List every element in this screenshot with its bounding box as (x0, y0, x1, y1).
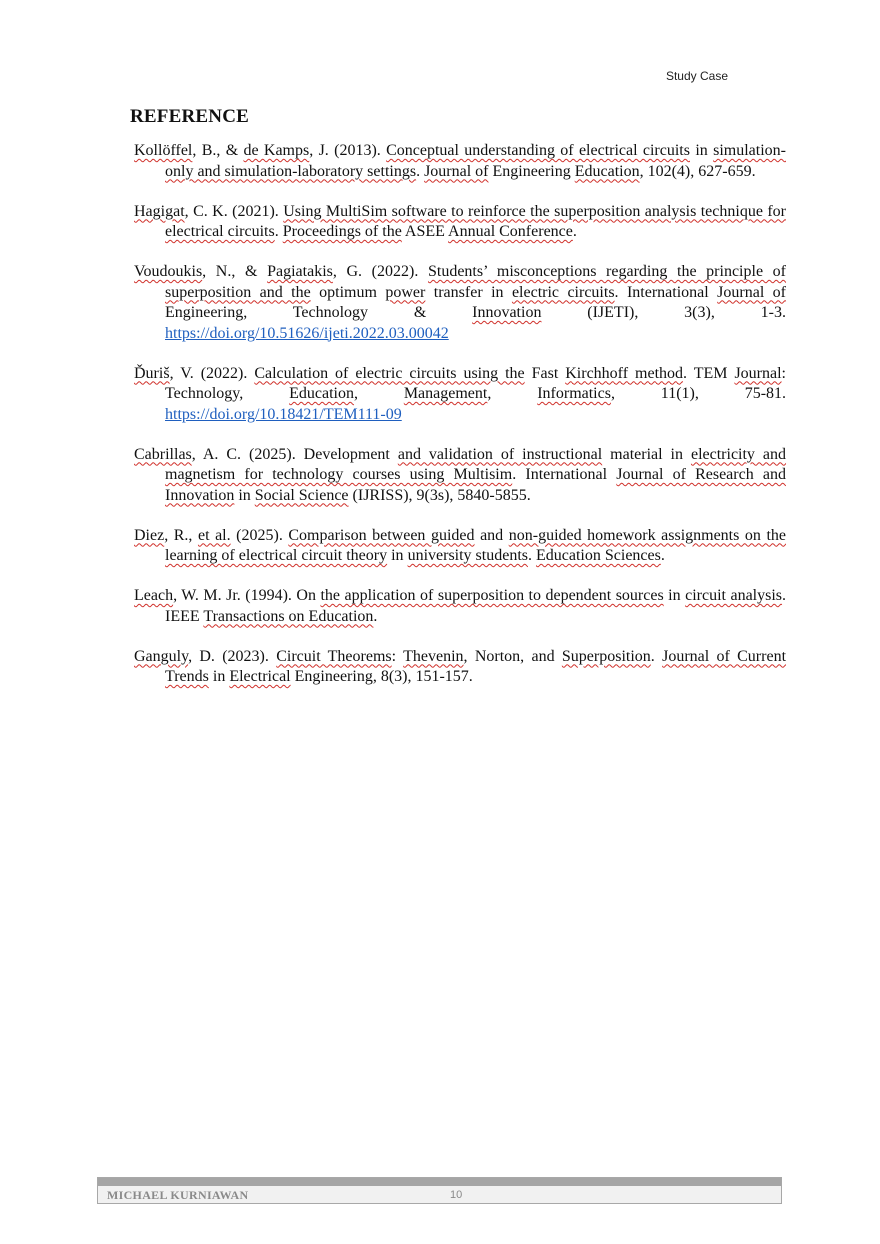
reference-text: Annual Conference (448, 223, 573, 240)
reference-text: , B., & (192, 142, 244, 159)
footer (97, 1177, 782, 1204)
reference-text: transfer in (425, 283, 512, 301)
reference-text: and (474, 526, 509, 544)
reference-text: de Kamps (243, 142, 310, 159)
reference-text: Kirchhoff method (565, 364, 684, 382)
reference-text: . (650, 647, 663, 665)
reference-text: . (572, 223, 577, 240)
reference-text: Education (289, 385, 354, 402)
reference-text: Social Science (254, 486, 349, 504)
reference-text: (2025). (230, 526, 289, 544)
reference-text: in (689, 142, 714, 159)
reference-text: Engineering (488, 162, 575, 180)
reference-text: . (416, 162, 425, 180)
reference-text: non-guided homework assignments on the learning of electrical circuit theory (165, 526, 786, 564)
footer-band (98, 1178, 781, 1186)
reference-text: Superposition (561, 647, 651, 665)
reference-entry (134, 141, 786, 182)
reference-entry (134, 526, 786, 567)
reference-text: in (234, 486, 255, 504)
reference-text: Students’ misconceptions regarding the principle of superposition and the (165, 263, 787, 301)
reference-text: , 102(4), 627-659. (639, 162, 756, 180)
reference-text: Transactions on Education (203, 607, 374, 625)
reference-text: simulation-only and simulation-laboratory settings (165, 142, 786, 180)
reference-text: Proceedings of the (282, 223, 402, 240)
reference-text: Engineering, 8(3), 151-157. (290, 668, 473, 685)
reference-text: , V. (2022). (169, 364, 255, 382)
reference-text: power (385, 283, 426, 301)
reference-text: . (660, 547, 665, 564)
reference-text: the application of superposition to dependent sources (320, 587, 664, 604)
reference-text: , 11(1), 75-81. (610, 385, 787, 402)
reference-text: Fast (524, 364, 566, 382)
reference-text: , (353, 385, 404, 402)
reference-text: Journal of (717, 283, 787, 301)
reference-text: (IJRISS), 9(3s), 5840-5855. (348, 486, 531, 504)
reference-text: Circuit Theorems (276, 647, 392, 665)
reference-text: material in (602, 445, 691, 463)
reference-text: electric circuits (511, 283, 615, 301)
reference-text: : Technology, (165, 364, 786, 402)
footer-author: MICHAEL KURNIAWAN (107, 1188, 249, 1202)
page-number: 10 (450, 1189, 463, 1201)
reference-text: Cabrillas (134, 445, 192, 463)
doi-link[interactable]: https://doi.org/10.51626/ijeti.2022.03.00042 (165, 324, 449, 342)
reference-text: Education Sciences (536, 547, 661, 564)
reference-entry (134, 445, 786, 507)
reference-text: Journal of (424, 162, 489, 180)
reference-text: Informatics (537, 385, 611, 402)
reference-text: Journal (734, 364, 782, 382)
reference-text: Diez (134, 526, 165, 544)
reference-text: , J. (2013). (309, 142, 387, 159)
reference-text: , W. M. Jr. (1994). On (173, 587, 321, 604)
reference-text: Conceptual understanding of electrical circuits (386, 142, 690, 159)
reference-text: circuit analysis (685, 587, 783, 604)
reference-text: ASEE (401, 223, 449, 240)
section-title: REFERENCE (130, 106, 249, 127)
reference-text: , A. C. (2025). Development (191, 445, 398, 463)
reference-text: Ďuriš (134, 364, 170, 382)
reference-entry (134, 647, 786, 688)
reference-text: Journal of Current Trends (165, 647, 787, 685)
reference-text: et al. (197, 526, 231, 544)
reference-text: Calculation of electric circuits using the (254, 364, 525, 382)
reference-list (134, 141, 786, 707)
reference-text: optimum (310, 283, 386, 301)
reference-entry (134, 364, 786, 426)
reference-text: in (663, 587, 686, 604)
reference-text: , G. (2022). (332, 263, 428, 280)
reference-text: Leach (134, 587, 174, 604)
reference-text: . International (512, 466, 617, 483)
reference-entry (134, 586, 786, 627)
reference-text: Hagigat (134, 202, 185, 220)
reference-text: . International (614, 283, 718, 301)
header-label: Study Case (665, 69, 728, 83)
reference-text: Pagiatakis (267, 263, 333, 280)
reference-text: Engineering, Technology & (165, 304, 473, 321)
reference-text: university students (407, 547, 528, 564)
reference-text: Journal of Research and Innovation (165, 466, 786, 504)
reference-text: . (373, 607, 378, 625)
reference-text: Voudoukis (134, 263, 203, 280)
footer-row (98, 1186, 781, 1203)
reference-text: Innovation (472, 304, 542, 321)
reference-text: . (274, 223, 283, 240)
reference-entry (134, 202, 786, 243)
reference-text: Ganguly (134, 647, 189, 665)
reference-text: in (208, 668, 230, 685)
reference-text: . IEEE (165, 587, 787, 625)
reference-text: and validation of instructional (397, 445, 603, 463)
reference-text: . TEM (683, 364, 735, 382)
reference-text: electricity and magnetism for technology courses using Multisim (165, 445, 787, 483)
reference-text: , C. K. (2021). (184, 202, 284, 220)
reference-text: Kollöffel (134, 142, 193, 159)
doi-link[interactable]: https://doi.org/10.18421/TEM111-09 (165, 405, 402, 423)
reference-text: , N., & (202, 263, 268, 280)
reference-text: Education (574, 162, 640, 180)
reference-text: , D. (2023). (188, 647, 277, 665)
reference-text: Electrical (229, 668, 291, 685)
reference-text: (IJETI), 3(3), 1-3. (541, 304, 786, 321)
reference-text: Management (403, 385, 488, 402)
reference-text: Comparison between guided (288, 526, 475, 544)
reference-entry (134, 262, 786, 344)
reference-text: , Norton, and (463, 647, 562, 665)
reference-text: : (391, 647, 404, 665)
reference-text: Thevenin (403, 647, 464, 665)
reference-text: Using MultiSim software to reinforce the superposition analysis technique for electrical circuits (165, 202, 786, 240)
reference-text: . (528, 547, 536, 564)
reference-text: in (387, 547, 408, 564)
reference-text: , R., (164, 526, 198, 544)
reference-text: , (487, 385, 538, 402)
